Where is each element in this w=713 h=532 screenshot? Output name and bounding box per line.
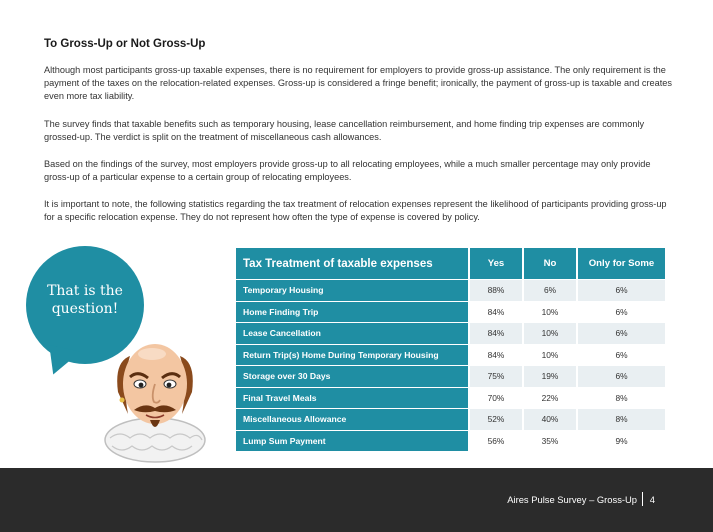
section-heading: To Gross-Up or Not Gross-Up xyxy=(44,38,206,50)
cell-no: 19% xyxy=(524,365,578,387)
bubble-line-1: That is the xyxy=(47,283,123,299)
bubble-line-2: question! xyxy=(51,301,119,317)
table-row xyxy=(236,387,665,409)
table-row xyxy=(236,301,665,323)
table-row xyxy=(236,279,665,301)
cell-yes: 84% xyxy=(470,322,524,344)
cell-yes: 88% xyxy=(470,279,524,301)
row-label: Lump Sum Payment xyxy=(236,430,470,452)
paragraph-3: Based on the findings of the survey, most employers provide gross-up to all relocating employees, while a much smaller percentage may only provide gross-up of a particular expense to a certain group of relocating employees. xyxy=(44,159,651,182)
cell-only-for-some: 6% xyxy=(578,301,665,323)
table-row xyxy=(236,365,665,387)
cell-no: 6% xyxy=(524,279,578,301)
header-yes: Yes xyxy=(470,248,524,279)
paragraph-2: The survey finds that taxable benefits such as temporary housing, lease cancellation reimbursement, and home finding trip expenses are commonly grossed-up. The verdict is split on the treatment of miscellaneous cash allowances. xyxy=(44,119,645,142)
cell-no: 40% xyxy=(524,408,578,430)
footer-divider xyxy=(642,492,643,506)
row-label: Home Finding Trip xyxy=(236,301,470,323)
table-row xyxy=(236,430,665,452)
row-label: Temporary Housing xyxy=(236,279,470,301)
page-footer xyxy=(0,468,713,532)
page-number: 4 xyxy=(649,494,655,505)
cell-yes: 75% xyxy=(470,365,524,387)
row-label: Lease Cancellation xyxy=(236,322,470,344)
header-expense-type: Tax Treatment of taxable expenses xyxy=(236,248,470,279)
table-header-row xyxy=(236,248,665,279)
cell-no: 35% xyxy=(524,430,578,452)
cell-yes: 56% xyxy=(470,430,524,452)
shakespeare-illustration xyxy=(100,322,210,472)
row-label: Return Trip(s) Home During Temporary Housing xyxy=(236,344,470,366)
cell-no: 10% xyxy=(524,344,578,366)
cell-no: 10% xyxy=(524,301,578,323)
cell-only-for-some: 9% xyxy=(578,430,665,452)
cell-only-for-some: 6% xyxy=(578,365,665,387)
cell-yes: 52% xyxy=(470,408,524,430)
speech-bubble-tail xyxy=(43,345,80,379)
footer-title: Aires Pulse Survey – Gross-Up xyxy=(507,494,637,505)
tax-treatment-table xyxy=(236,248,665,451)
cell-yes: 84% xyxy=(470,301,524,323)
paragraph-4: It is important to note, the following statistics regarding the tax treatment of relocation expenses represent the likelihood of participants providing gross-up for a specific relocation expense. They do not represent how often the type of expense is covered by policy. xyxy=(44,199,667,222)
table-row xyxy=(236,408,665,430)
paragraph-1: Although most participants gross-up taxable expenses, there is no requirement for employers to provide gross-up assistance. The only requirement is the payment of the taxes on the relocation-related expenses. Gross-up is considered a fringe benefit; ironically, the payment of gross-up is taxable and creates even more tax liability. xyxy=(44,65,672,101)
cell-no: 10% xyxy=(524,322,578,344)
header-only-for-some: Only for Some xyxy=(578,248,665,279)
cell-only-for-some: 6% xyxy=(578,344,665,366)
row-label: Final Travel Meals xyxy=(236,387,470,409)
cell-only-for-some: 8% xyxy=(578,408,665,430)
table-row xyxy=(236,322,665,344)
row-label: Storage over 30 Days xyxy=(236,365,470,387)
row-label: Miscellaneous Allowance xyxy=(236,408,470,430)
cell-only-for-some: 8% xyxy=(578,387,665,409)
cell-no: 22% xyxy=(524,387,578,409)
cell-yes: 84% xyxy=(470,344,524,366)
cell-only-for-some: 6% xyxy=(578,322,665,344)
cell-only-for-some: 6% xyxy=(578,279,665,301)
table-row xyxy=(236,344,665,366)
header-no: No xyxy=(524,248,578,279)
speech-bubble-text xyxy=(26,282,144,318)
cell-yes: 70% xyxy=(470,387,524,409)
